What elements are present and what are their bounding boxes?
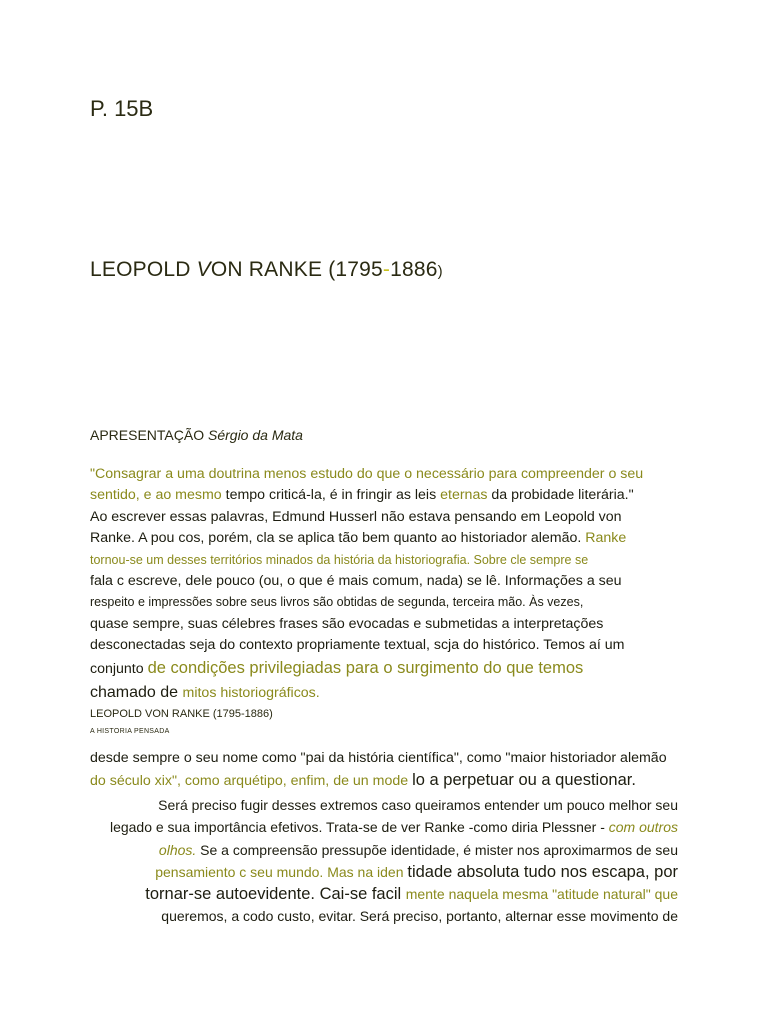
presentation-heading — [90, 427, 303, 443]
text-span: de condições privilegiadas para o surgimento do que temos — [147, 658, 584, 677]
text-line: Ao escrever essas palavras, Edmund Husserl não estava pensando em Leopold von — [90, 508, 622, 525]
title-italic-letter: V — [196, 258, 211, 281]
text-line — [90, 658, 682, 680]
title-part: 1886 — [390, 258, 438, 281]
running-head: LEOPOLD VON RANKE (1795-1886) — [90, 708, 273, 720]
text-span: mente naquela mesma "atitude natural" que — [405, 886, 678, 903]
text-line — [90, 485, 682, 506]
text-span: lo a perpetuar ou a questionar. — [412, 771, 636, 789]
text-line: queremos, a codo custo, evitar. Será preciso, portanto, alternar esse movimento de — [161, 908, 678, 925]
text-span: Se a compreensão pressupõe identidade, é mister nos aproximarmos de seu — [196, 841, 678, 858]
text-span: tidade absoluta tudo nos escapa, por — [407, 862, 678, 881]
text-span: com outros — [608, 819, 678, 836]
paragraph-2 — [90, 747, 682, 792]
text-span: mitos historiográficos. — [182, 685, 320, 702]
text-span: da probidade literária." — [487, 487, 634, 504]
text-span: eternas — [440, 487, 488, 504]
paragraph-3 — [96, 794, 678, 928]
text-span: Ranke. A pou cos, porém, cla se aplica tão bem quanto ao historiador alemão. — [90, 530, 586, 547]
text-line — [96, 816, 678, 838]
title-part: ON RANKE (1795 — [210, 258, 383, 281]
text-span: conjunto — [90, 660, 148, 677]
text-line: respeito e impressões sobre seus livros são obtidas de segunda, terceira mão. Às vezes, — [90, 595, 584, 610]
text-line — [96, 883, 678, 905]
page-number: P. 15B — [90, 96, 154, 121]
text-span: "Consagrar a uma doutrina menos estudo do que o necessário para — [90, 466, 521, 482]
text-line — [96, 839, 678, 861]
paragraph-1 — [90, 464, 682, 704]
presentation-author: Sérgio da Mata — [208, 427, 303, 443]
text-span: chamado de — [90, 684, 183, 702]
text-span: do século xix", como arquétipo, enfim, de un mode — [90, 773, 413, 789]
text-line: fala c escreve, dele pouco (ou, o que é mais comum, nada) se lê. Informações a seu — [90, 573, 622, 590]
text-line — [96, 861, 678, 883]
text-line — [90, 528, 682, 549]
text-line: quase sempre, suas célebres frases são evocadas e submetidas a interpretações — [90, 615, 604, 632]
chapter-title — [90, 258, 443, 282]
text-span: legado e sua importância efetivos. Trata-se de ver Ranke -como diria Plessner - — [109, 819, 609, 836]
text-line: desde sempre o seu nome como "pai da história científica", como "maior historiador alemão — [90, 750, 667, 766]
text-span: Ranke — [585, 530, 627, 547]
title-dash: - — [382, 258, 391, 281]
text-line — [90, 464, 682, 485]
text-span: tempo criticá-la, é in fringir as leis — [221, 487, 441, 504]
text-span: olhos. — [158, 841, 197, 858]
text-line — [90, 769, 682, 792]
text-span: compreender o seu — [520, 466, 644, 482]
text-span: pensamiento c seu mundo. Mas na iden — [155, 863, 408, 880]
text-line: Será preciso fugir desses extremos caso queiramos entender um pouco melhor seu — [158, 797, 678, 813]
presentation-label: APRESENTAÇÃO — [90, 427, 205, 443]
text-span: tornar-se autoevidente. Cai-se facil — [145, 885, 406, 904]
text-line — [90, 682, 682, 704]
running-subhead: A HISTORIA PENSADA — [90, 728, 170, 735]
text-span: sentido, e ao mesmo — [90, 487, 222, 504]
title-part: LEOPOLD — [90, 258, 197, 281]
title-close: ) — [437, 263, 443, 280]
text-line: desconectadas seja do contexto propriamente textual, scja do histórico. Temos aí um — [90, 637, 625, 654]
text-line: tornou-se um desses territórios minados da história da historiografia. Sobre cle sempre se — [90, 552, 589, 567]
